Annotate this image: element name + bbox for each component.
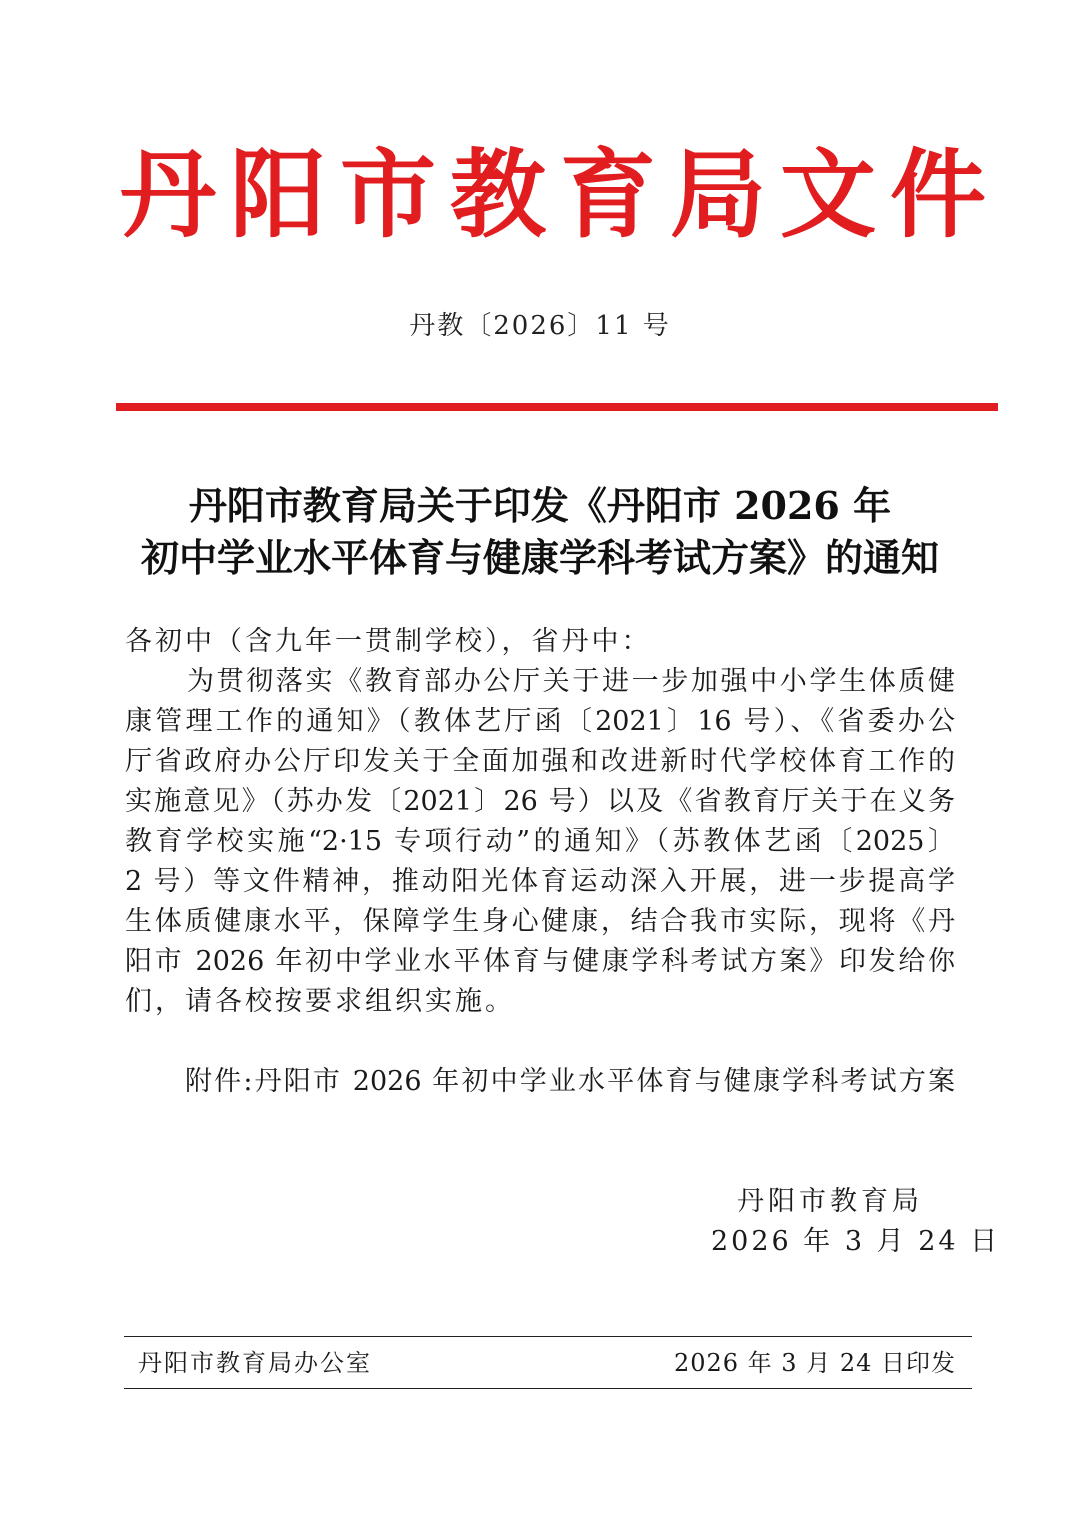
footer-bottom-rule (124, 1388, 972, 1389)
body-line: 2 号）等文件精神，推动阳光体育运动深入开展，进一步提高学 (125, 866, 955, 897)
footer-issuer: 丹阳市教育局办公室 (138, 1349, 372, 1377)
footer-top-rule (124, 1336, 972, 1337)
body-line: 厅省政府办公厅印发关于全面加强和改进新时代学校体育工作的 (125, 746, 955, 777)
body-line: 阳市 2026 年初中学业水平体育与健康学科考试方案》印发给你 (125, 946, 955, 977)
body-line: 生体质健康水平，保障学生身心健康，结合我市实际，现将《丹 (125, 906, 955, 937)
notice-title (100, 480, 980, 584)
body-line: 教育学校实施“2·15 专项行动”的通知》（苏教体艺函〔2025〕 (125, 826, 955, 857)
body-line: 实施意见》（苏办发〔2021〕26 号）以及《省教育厅关于在义务 (125, 786, 955, 817)
body-line: 康管理工作的通知》（教体艺厅函〔2021〕16 号）、《省委办公 (125, 706, 955, 737)
title-line-1: 丹阳市教育局关于印发《丹阳市 2026 年 (188, 483, 892, 528)
attachment-note: 附件:丹阳市 2026 年初中学业水平体育与健康学科考试方案 (185, 1066, 955, 1097)
salutation: 各初中（含九年一贯制学校），省丹中： (125, 626, 652, 657)
signature-date: 2026 年 3 月 24 日 (711, 1226, 1001, 1257)
signature-organization: 丹阳市教育局 (737, 1186, 923, 1217)
document-masthead: 丹阳市教育局文件 (120, 139, 1000, 251)
body-line: 们，请各校按要求组织实施。 (125, 986, 515, 1017)
footer-print-date: 2026 年 3 月 24 日印发 (673, 1349, 956, 1377)
body-line: 为贯彻落实《教育部办公厅关于进一步加强中小学生体质健 (187, 666, 955, 697)
document-number: 丹教〔2026〕11 号 (409, 311, 671, 341)
body-paragraph (125, 662, 955, 1022)
title-line-2: 初中学业水平体育与健康学科考试方案》的通知 (140, 535, 939, 580)
red-divider-line (116, 403, 998, 411)
